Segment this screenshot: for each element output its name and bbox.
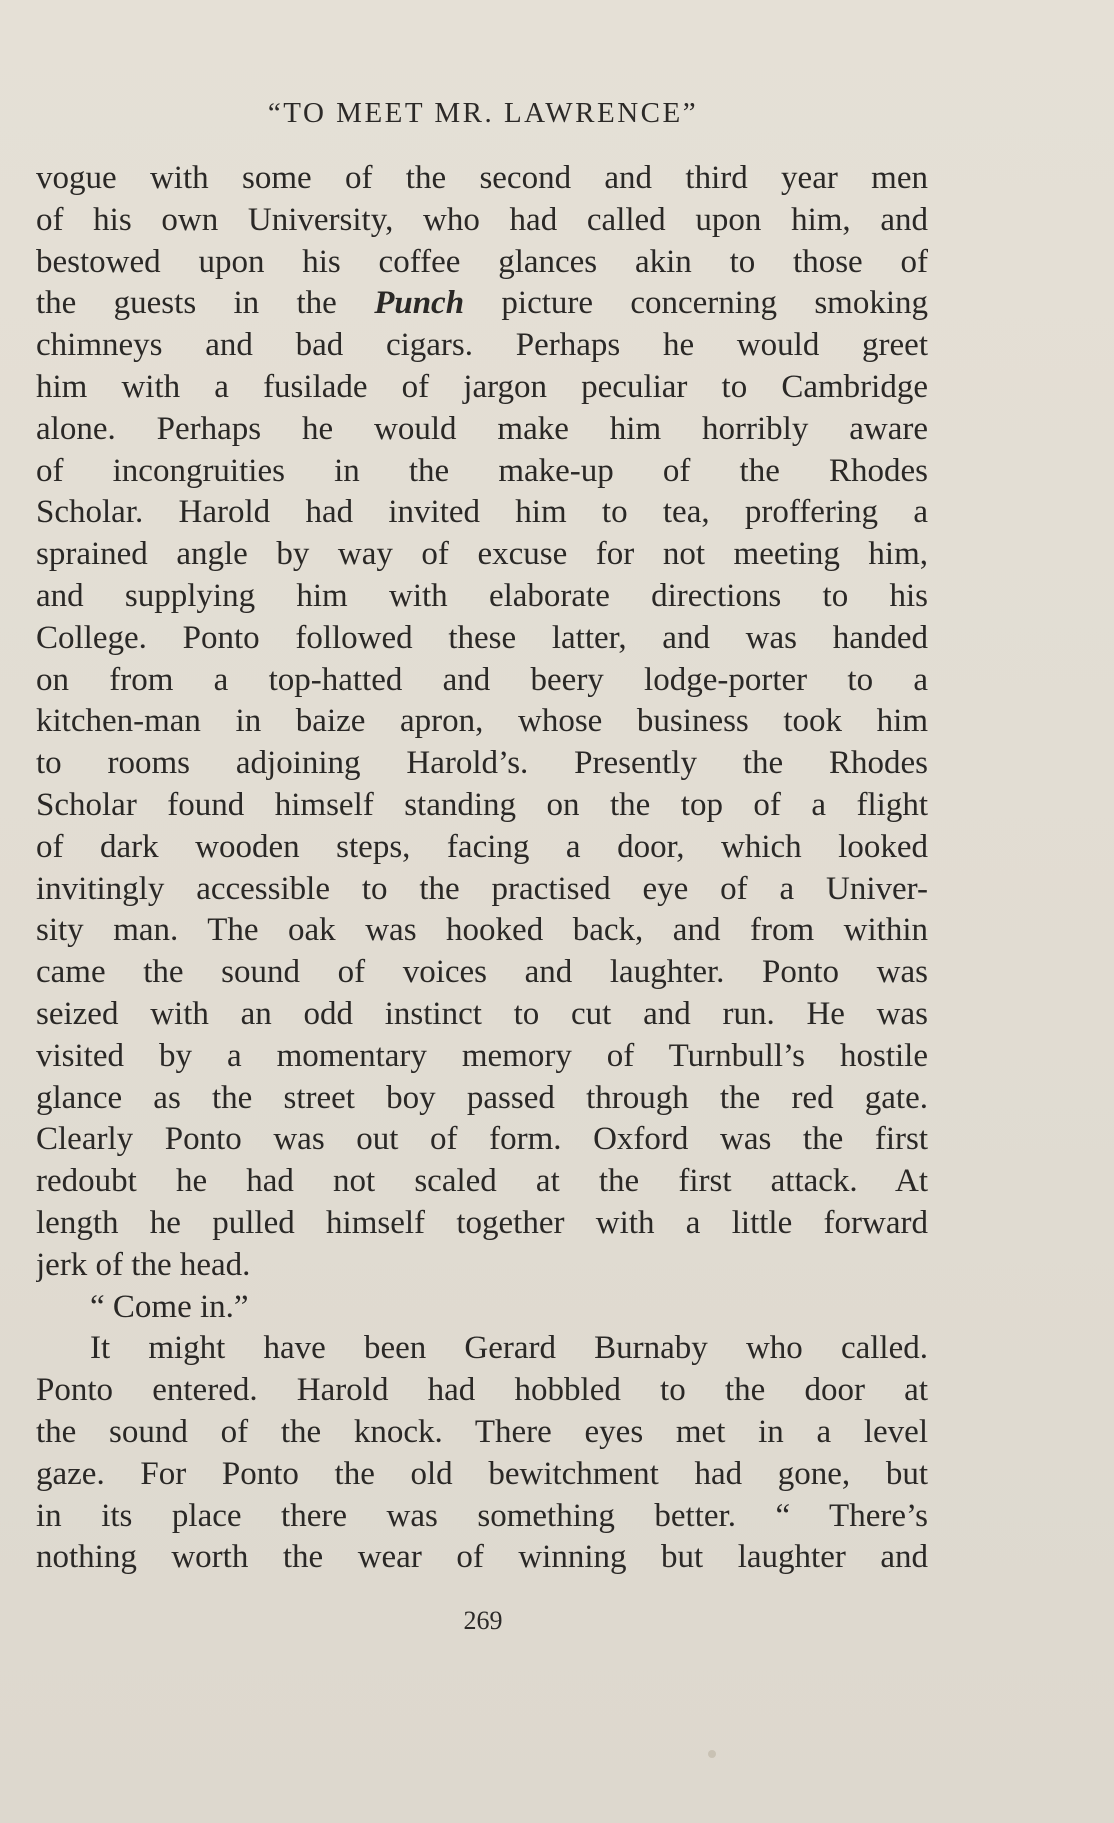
text-line: jerk of the head. [36, 1246, 251, 1283]
text-line: Scholar. Harold had invited him to tea, proffering a [36, 494, 928, 531]
text-segment: the guests in the [36, 285, 375, 322]
text-line: on from a top-hatted and beery lodge-porter to a [36, 661, 928, 698]
text-line: and supplying him with elaborate directions to his [36, 577, 928, 614]
italic-title: Punch [374, 285, 465, 322]
text-line: nothing worth the wear of winning but laughter and [36, 1539, 928, 1576]
body-text [36, 158, 928, 1579]
text-segment: picture concerning smoking [464, 285, 928, 322]
paper-speck [708, 1750, 716, 1758]
text-line: visited by a momentary memory of Turnbull’s hostile [36, 1037, 928, 1074]
text-line: of his own University, who had called upon him, and [36, 201, 928, 238]
page-number: 269 [463, 1606, 503, 1635]
text-line: vogue with some of the second and third year men [36, 160, 928, 196]
text-line: seized with an odd instinct to cut and run. He was [36, 995, 928, 1032]
text-line: Ponto entered. Harold had hobbled to the door at [36, 1372, 928, 1409]
text-line: Scholar found himself standing on the top of a flight [36, 786, 928, 823]
text-line: length he pulled himself together with a little forward [36, 1204, 928, 1241]
text-line: chimneys and bad cigars. Perhaps he would greet [36, 327, 928, 364]
text-line: him with a fusilade of jargon peculiar to Cambridge [36, 368, 928, 405]
text-line: bestowed upon his coffee glances akin to those of [36, 243, 928, 280]
text-line: sity man. The oak was hooked back, and from within [36, 912, 928, 949]
running-head: “TO MEET MR. LAWRENCE” [267, 97, 699, 129]
text-line: came the sound of voices and laughter. Ponto was [36, 954, 928, 991]
text-line: College. Ponto followed these latter, and was handed [36, 619, 928, 656]
text-line: gaze. For Ponto the old bewitchment had gone, but [36, 1455, 928, 1492]
text-line: Clearly Ponto was out of form. Oxford was the first [36, 1121, 928, 1158]
text-line: to rooms adjoining Harold’s. Presently the Rhodes [36, 745, 928, 782]
text-line: of dark wooden steps, facing a door, which looked [36, 828, 928, 865]
text-line: of incongruities in the make-up of the Rhodes [36, 452, 928, 489]
text-line: It might have been Gerard Burnaby who called. [90, 1330, 928, 1367]
text-line: alone. Perhaps he would make him horribly aware [36, 410, 928, 447]
text-line: the sound of the knock. There eyes met in a level [36, 1413, 928, 1450]
text-line: invitingly accessible to the practised eye of a Univer- [36, 870, 928, 907]
text-line: kitchen-man in baize apron, whose business took him [36, 703, 928, 740]
text-line: “ Come in.” [90, 1288, 249, 1325]
text-line: redoubt he had not scaled at the first attack. At [36, 1163, 928, 1200]
text-line: sprained angle by way of excuse for not meeting him, [36, 536, 928, 573]
text-line [36, 283, 928, 325]
text-line: in its place there was something better. “ There’s [36, 1497, 928, 1534]
text-line: glance as the street boy passed through the red gate. [36, 1079, 928, 1116]
